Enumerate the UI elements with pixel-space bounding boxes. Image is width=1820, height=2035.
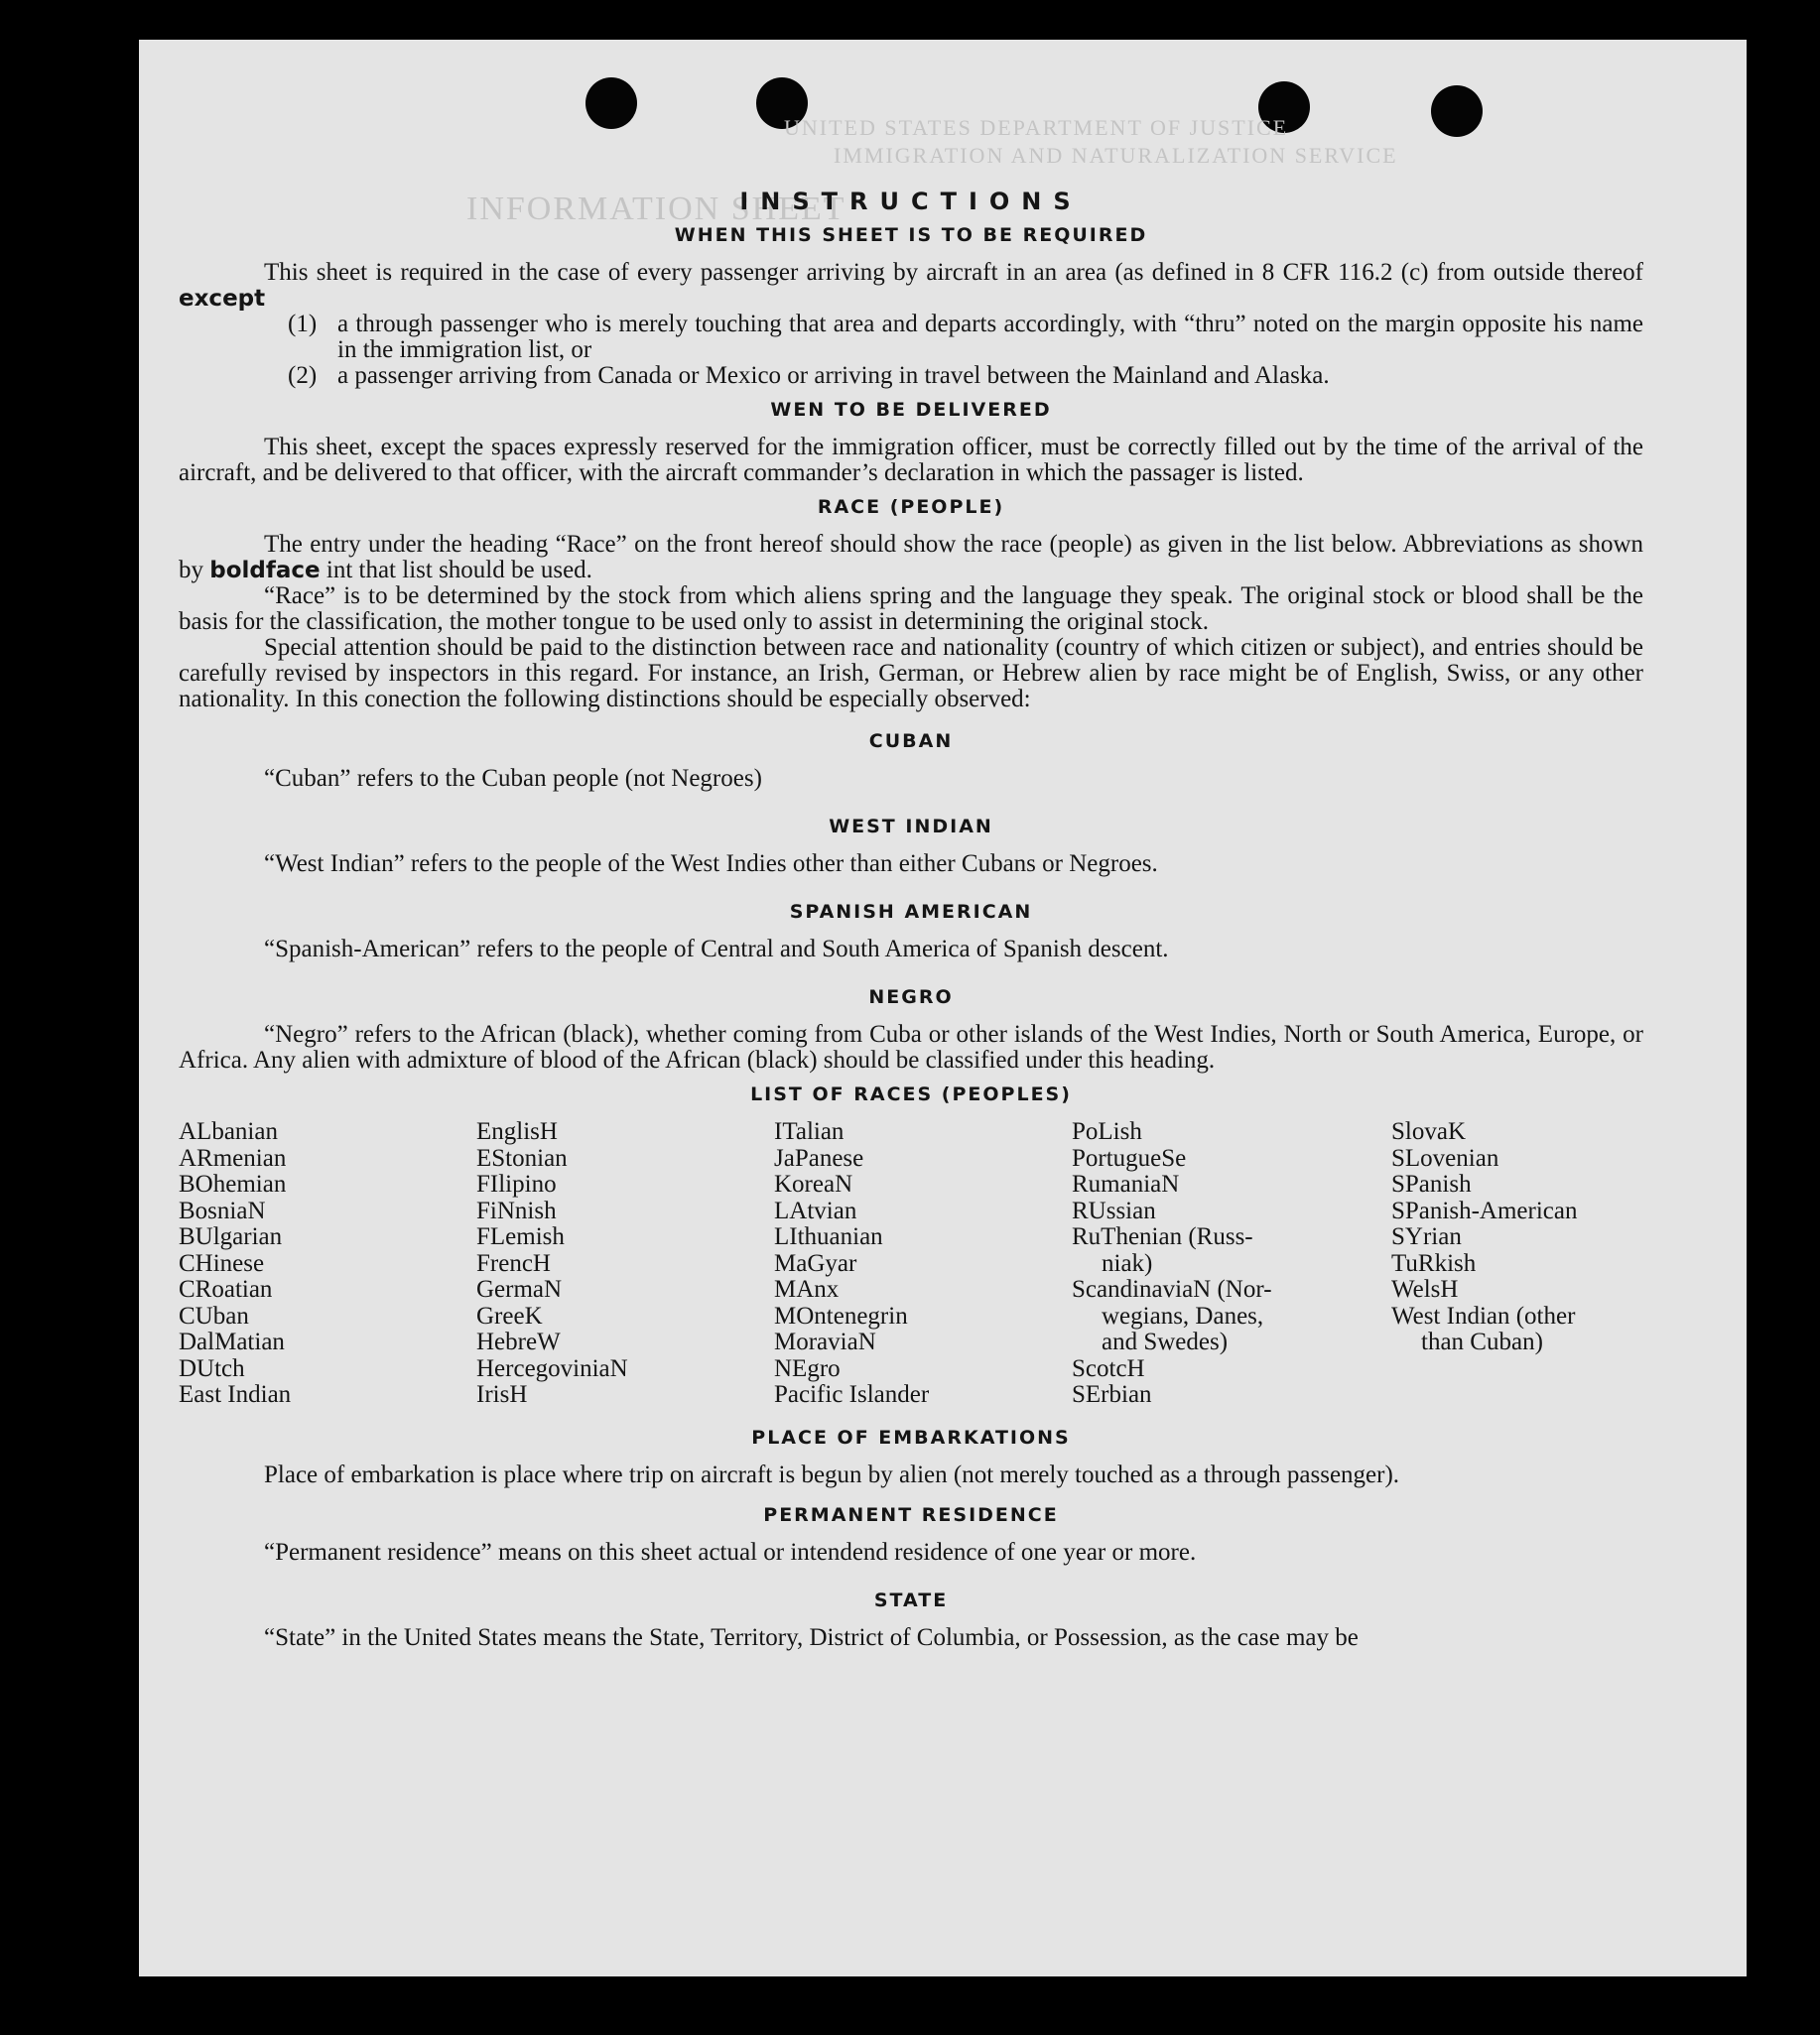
bleed-through-line: IMMIGRATION AND NATURALIZATION SERVICE bbox=[834, 143, 1398, 168]
race-paragraph-3: Special attention should be paid to the distinction between race and nationality (country of which citizen or subject), and entries should be carefully revised by inspectors in this regard. For instance, an Irish, German, or Hebrew alien by race might be of English, Swiss, or any other nationality. In this conection the following distinctions should be especially observed: bbox=[179, 634, 1643, 712]
race-list-column bbox=[476, 1119, 774, 1409]
race-list-item: BUlgarian bbox=[179, 1223, 283, 1250]
race-list-item: ARmenian bbox=[179, 1144, 287, 1172]
race-list-item: LAtvian bbox=[774, 1197, 857, 1224]
race-list-item: FiNnish bbox=[476, 1197, 557, 1224]
race-list-column bbox=[774, 1119, 1072, 1409]
race-list-item: SErbian bbox=[1072, 1381, 1152, 1408]
exception-number: (1) bbox=[288, 311, 318, 337]
race-list-item: East Indian bbox=[179, 1381, 292, 1408]
race-list-item: GermaN bbox=[476, 1276, 563, 1303]
section-heading-residence: PERMANENT RESIDENCE bbox=[763, 1503, 1059, 1526]
race-list-item: JaPanese bbox=[774, 1144, 864, 1172]
race-list-item: SLovenian bbox=[1391, 1144, 1499, 1172]
race-list-item: HebreW bbox=[476, 1329, 561, 1355]
race-list-item: BOhemian bbox=[179, 1171, 287, 1198]
cuban-text: “Cuban” refers to the Cuban people (not Negroes) bbox=[264, 765, 762, 792]
race-list-item: WelsH bbox=[1391, 1276, 1459, 1303]
section-heading-negro: NEGRO bbox=[868, 986, 954, 1008]
race-list-item: MOntenegrin bbox=[774, 1302, 908, 1330]
race-list-item: TuRkish bbox=[1391, 1249, 1477, 1277]
race-list-item: ScandinaviaN (Nor- bbox=[1072, 1276, 1272, 1303]
race-paragraph-1 bbox=[179, 532, 1643, 583]
race-list-item: MAnx bbox=[774, 1276, 840, 1303]
race-list-column bbox=[1072, 1119, 1391, 1409]
section-heading-delivered: WEN TO BE DELIVERED bbox=[770, 399, 1052, 421]
exception-text: a passenger arriving from Canada or Mexico or arriving in travel between the Mainland and Alaska. bbox=[337, 362, 1330, 389]
section-heading-west-indian: WEST INDIAN bbox=[829, 816, 993, 837]
section-heading-state: STATE bbox=[873, 1589, 949, 1611]
race-list-item: FIlipino bbox=[476, 1171, 557, 1198]
race-list-item: HercegoviniaN bbox=[476, 1354, 628, 1382]
race-list-item: SlovaK bbox=[1391, 1118, 1466, 1145]
race-list bbox=[179, 1119, 1643, 1409]
race-list-item: SYrian bbox=[1391, 1223, 1462, 1250]
race-list-item: SPanish bbox=[1391, 1171, 1472, 1198]
race-list-item: SPanish-American bbox=[1391, 1197, 1578, 1224]
page-title: INSTRUCTIONS bbox=[739, 188, 1083, 215]
race-list-item-continued: than Cuban) bbox=[1421, 1329, 1543, 1355]
section-heading-race: RACE (PEOPLE) bbox=[817, 496, 1005, 518]
punch-hole bbox=[1431, 85, 1483, 137]
race-list-item-continued: niak) bbox=[1102, 1249, 1153, 1277]
race-list-item: FrencH bbox=[476, 1249, 551, 1277]
race-list-item-continued: wegians, Danes, bbox=[1102, 1302, 1264, 1330]
exception-item bbox=[288, 312, 1643, 363]
race-list-item: MoraviaN bbox=[774, 1329, 876, 1355]
race-paragraph-2: “Race” is to be determined by the stock from which aliens spring and the language they speak. The original stock or blood shall be the basis for the classification, the mother tongue to be used only to assist in determining the original stock. bbox=[179, 582, 1643, 635]
race-list-item: ITalian bbox=[774, 1118, 845, 1145]
section-heading-required: WHEN THIS SHEET IS TO BE REQUIRED bbox=[674, 224, 1148, 246]
race-list-item: RUssian bbox=[1072, 1197, 1156, 1224]
race-list-item: BosniaN bbox=[179, 1197, 266, 1224]
race-p1-bold: boldface bbox=[209, 558, 321, 583]
race-list-item: PortugueSe bbox=[1072, 1144, 1187, 1172]
bleed-through-line: INFORMATION SHEET bbox=[466, 191, 846, 227]
race-list-item: GreeK bbox=[476, 1302, 543, 1330]
state-text: “State” in the United States means the State, Territory, District of Columbia, or Possession, as the case may be bbox=[264, 1623, 1359, 1651]
race-list-item: LIthuanian bbox=[774, 1223, 883, 1250]
race-list-item: Pacific Islander bbox=[774, 1381, 930, 1408]
embarkation-text: Place of embarkation is place where trip on aircraft is begun by alien (not merely touched as a through passenger). bbox=[264, 1461, 1400, 1488]
west-indian-text: “West Indian” refers to the people of the West Indies other than either Cubans or Negroes. bbox=[264, 850, 1158, 877]
race-list-item: NEgro bbox=[774, 1354, 841, 1382]
race-list-item: IrisH bbox=[476, 1381, 528, 1408]
exception-number: (2) bbox=[288, 362, 318, 389]
required-intro-text: This sheet is required in the case of every passenger arriving by aircraft in an area (as defined in 8 CFR 116.2 (c) from outside thereof bbox=[264, 259, 1643, 286]
race-list-item: CRoatian bbox=[179, 1276, 273, 1303]
negro-text: “Negro” refers to the African (black), whether coming from Cuba or other islands of the West Indies, North or South America, Europe, or Africa. Any alien with admixture of blood of the African (black) should be classified under this heading. bbox=[179, 1021, 1643, 1074]
race-list-item: CHinese bbox=[179, 1249, 265, 1277]
race-list-item: EStonian bbox=[476, 1144, 568, 1172]
exception-item bbox=[288, 363, 1643, 389]
race-list-item: CUban bbox=[179, 1302, 249, 1330]
race-list-item: KoreaN bbox=[774, 1171, 853, 1198]
race-list-item: RumaniaN bbox=[1072, 1171, 1180, 1198]
race-list-item: West Indian (other bbox=[1391, 1302, 1576, 1330]
bleed-through-line: UNITED STATES DEPARTMENT OF JUSTICE bbox=[784, 115, 1289, 140]
race-list-item: MaGyar bbox=[774, 1249, 857, 1277]
race-list-item: ALbanian bbox=[179, 1118, 278, 1145]
race-p1-text-a: The entry under the heading “Race” on the front hereof should show the race (people) as given in the list below. Abbreviations as shown by bbox=[179, 531, 1643, 583]
race-list-item: ScotcH bbox=[1072, 1354, 1145, 1382]
required-intro bbox=[179, 260, 1643, 312]
required-intro-bold: except bbox=[179, 286, 266, 312]
race-list-column bbox=[1391, 1119, 1643, 1409]
race-list-column bbox=[179, 1119, 476, 1409]
instructions-content bbox=[179, 179, 1643, 1651]
spanish-american-text: “Spanish-American” refers to the people of Central and South America of Spanish descent. bbox=[264, 936, 1169, 962]
race-list-item: DalMatian bbox=[179, 1329, 285, 1355]
section-heading-spanish-american: SPANISH AMERICAN bbox=[789, 901, 1033, 923]
race-list-item-continued: and Swedes) bbox=[1102, 1329, 1229, 1355]
residence-text: “Permanent residence” means on this sheet actual or intendend residence of one year or more. bbox=[264, 1538, 1197, 1566]
race-list-item: FLemish bbox=[476, 1223, 565, 1250]
section-heading-cuban: CUBAN bbox=[868, 730, 954, 752]
section-heading-race-list: LIST OF RACES (PEOPLES) bbox=[750, 1083, 1072, 1105]
race-list-item: DUtch bbox=[179, 1354, 245, 1382]
punch-hole bbox=[585, 77, 637, 129]
race-p1-text-b: int that list should be used. bbox=[325, 557, 592, 583]
exception-text: a through passenger who is merely touching that area and departs accordingly, with “thru” noted on the margin opposite his name in the immigration list, or bbox=[337, 311, 1643, 363]
section-heading-embarkation: PLACE OF EMBARKATIONS bbox=[751, 1426, 1071, 1449]
race-list-item: RuThenian (Russ- bbox=[1072, 1223, 1253, 1250]
delivered-text: This sheet, except the spaces expressly reserved for the immigration officer, must be correctly filled out by the time of the arrival of the aircraft, and be delivered to that officer, with the aircraft commander’s declaration in which the passager is listed. bbox=[179, 434, 1643, 486]
race-list-item: PoLish bbox=[1072, 1118, 1142, 1145]
race-list-item: EnglisH bbox=[476, 1118, 558, 1145]
